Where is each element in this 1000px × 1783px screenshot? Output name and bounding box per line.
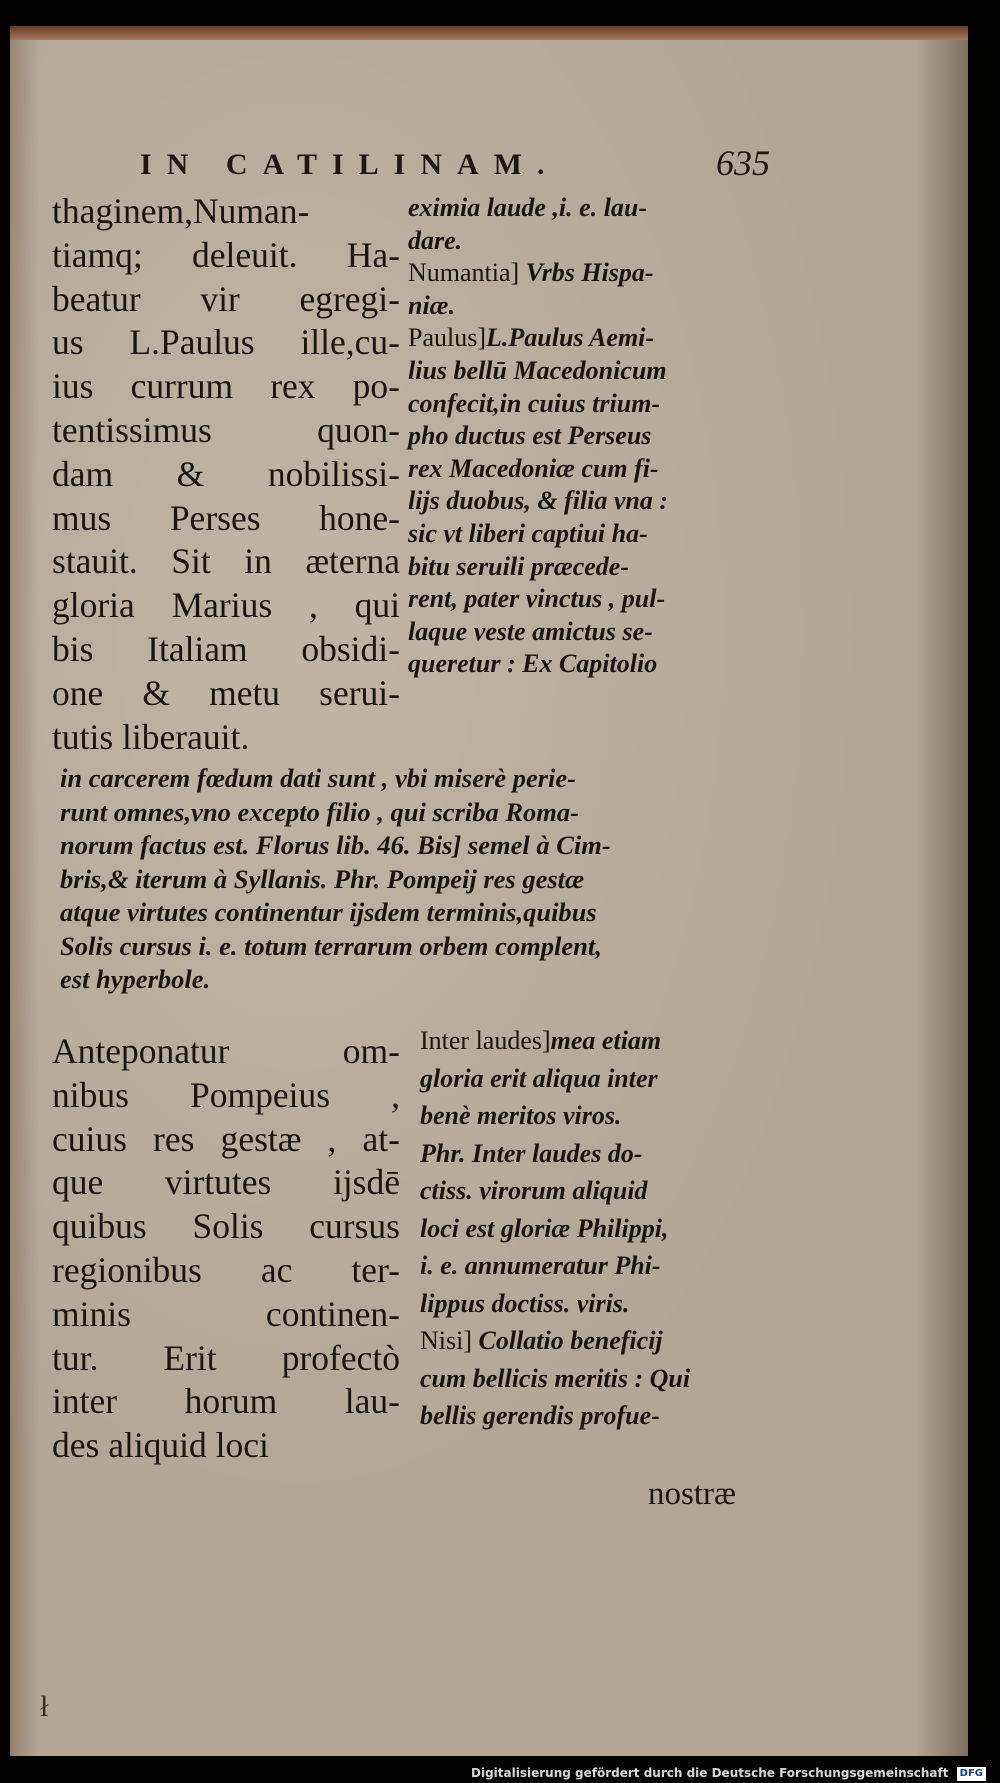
note-text: lius bellū Macedonicum: [408, 355, 667, 385]
main-text-line: beatur vir egregi-: [52, 278, 400, 319]
note-text: pho ductus est Perseus: [408, 421, 652, 451]
main-text-line: inter horum lau-: [52, 1381, 400, 1422]
main-text-line: Anteponatur om-: [52, 1031, 400, 1071]
note-line: [408, 355, 768, 388]
note-line: [408, 485, 768, 518]
note-text: bitu seruili præcede-: [408, 551, 629, 581]
note-line: [408, 388, 768, 421]
note-line: [420, 1285, 770, 1323]
wide-note-line: est hyperbole.: [60, 964, 211, 994]
note-line: [420, 1097, 770, 1135]
note-line: [420, 1210, 770, 1248]
wide-note-line: in carcerem fœdum dati sunt , vbi miserè perie-: [60, 763, 576, 793]
note-line: [420, 1060, 770, 1098]
note-text: Collatio beneficij: [472, 1326, 663, 1355]
note-text: confecit,in cuius trium-: [408, 388, 661, 418]
library-mark: ł: [40, 1690, 49, 1723]
note-line: [408, 616, 768, 649]
catchword: nostræ: [648, 1476, 737, 1512]
note-text: sic vt liberi captiui ha-: [408, 518, 648, 548]
note-text: bellis gerendis profue-: [420, 1401, 660, 1430]
wide-note-line: bris,& iterum à Syllanis. Phr. Pompeij res gestæ: [60, 863, 585, 894]
main-text-upper: [52, 190, 400, 759]
wide-note-line: Solis cursus i. e. totum terrarum orbem complent,: [60, 930, 602, 961]
main-text-line: mus Perses hone-: [52, 497, 400, 538]
running-head: IN CATILINAM.: [140, 148, 560, 181]
note-line: [408, 551, 768, 584]
note-line: [408, 225, 768, 258]
main-text-line: quibus Solis cursus: [52, 1206, 400, 1247]
main-text-line: tutis liberauit.: [52, 716, 250, 757]
note-text: dare.: [408, 225, 463, 255]
wide-note-line: norum factus est. Florus lib. 46. Bis] semel à Cim-: [60, 830, 611, 860]
footer-credit: [471, 1763, 986, 1783]
note-text: rent, pater vinctus , pul-: [408, 584, 666, 614]
main-text-line: nibus Pompeius ,: [52, 1074, 400, 1115]
wide-note-line: runt omnes,vno excepto filio , qui scriba Roma-: [60, 796, 579, 827]
note-text: eximia laude ,i. e. lau-: [408, 193, 648, 222]
note-lemma: Inter laudes]: [420, 1026, 551, 1055]
main-text-line: dam & nobilissi-: [52, 453, 400, 494]
note-text: niæ.: [408, 290, 455, 320]
main-text-line: ius currum rex po-: [52, 366, 400, 407]
note-text: rex Macedoniæ cum fi-: [408, 453, 659, 483]
main-text-line: tur. Erit profectò: [52, 1337, 400, 1378]
main-text-line: que virtutes ijsdē: [52, 1162, 400, 1203]
note-line: [420, 1022, 770, 1060]
note-line: [408, 648, 768, 681]
dfg-logo: DFG: [957, 1767, 986, 1781]
note-line: [408, 322, 768, 355]
main-text-line: stauit. Sit in æterna: [52, 541, 400, 582]
note-text: lijs duobus, & filia vna :: [408, 486, 669, 516]
note-text: queretur : Ex Capitolio: [408, 649, 658, 679]
page-header: [140, 143, 770, 188]
notes-lower: [420, 1022, 770, 1435]
main-text-line: tiamq; deleuit. Ha-: [52, 234, 400, 275]
note-line: [408, 583, 768, 616]
note-text: lippus doctiss. viris.: [420, 1288, 630, 1318]
note-text: laque veste amictus se-: [408, 616, 653, 646]
notes-upper: [408, 192, 768, 681]
note-lemma: Nisi]: [420, 1326, 472, 1355]
note-text: ctiss. virorum aliquid: [420, 1176, 648, 1205]
wide-note-line: atque virtutes continentur ijsdem terminis,quibus: [60, 897, 597, 927]
main-text-line: minis continen-: [52, 1293, 400, 1334]
main-text-line: gloria Marius , qui: [52, 585, 400, 626]
main-text-line: thaginem,Numan-: [52, 191, 310, 231]
main-text-line: des aliquid loci: [52, 1425, 269, 1466]
footer-credit-text: Digitalisierung gefördert durch die Deutsche Forschungsgemeinschaft: [471, 1766, 949, 1780]
note-text: Phr. Inter laudes do-: [420, 1138, 643, 1168]
note-lemma: Numantia]: [408, 258, 520, 288]
main-text-line: us L.Paulus ille,cu-: [52, 322, 400, 363]
main-text-line: one & metu serui-: [52, 672, 400, 713]
note-line: [420, 1397, 770, 1435]
note-line: [420, 1247, 770, 1285]
main-text-line: regionibus ac ter-: [52, 1249, 400, 1290]
note-line: [408, 420, 768, 453]
wide-note: [60, 762, 760, 997]
note-text: i. e. annumeratur Phi-: [420, 1251, 661, 1280]
note-line: [408, 518, 768, 551]
note-line: [420, 1172, 770, 1210]
note-text: benè meritos viros.: [420, 1101, 622, 1130]
main-text-line: tentissimus quon-: [52, 409, 400, 450]
note-line: [408, 290, 768, 323]
note-line: [408, 192, 768, 225]
note-line: [408, 257, 768, 290]
note-lemma: Paulus]: [408, 323, 486, 353]
main-text-lower: [52, 1030, 400, 1468]
note-text: cum bellicis meritis : Qui: [420, 1363, 691, 1393]
note-line: [408, 453, 768, 486]
main-text-line: bis Italiam obsidi-: [52, 628, 400, 669]
page-number: 635: [716, 143, 770, 183]
note-text: mea etiam: [550, 1026, 662, 1055]
page-top-edge: [10, 26, 968, 40]
note-text: gloria erit aliqua inter: [420, 1063, 658, 1093]
main-text-line: cuius res gestæ , at-: [52, 1118, 400, 1159]
note-line: [420, 1322, 770, 1360]
note-text: loci est gloriæ Philippi,: [420, 1213, 669, 1243]
note-line: [420, 1135, 770, 1173]
note-line: [420, 1360, 770, 1398]
note-text: L.Paulus Aemi-: [486, 323, 655, 353]
note-text: Vrbs Hispa-: [519, 258, 654, 288]
